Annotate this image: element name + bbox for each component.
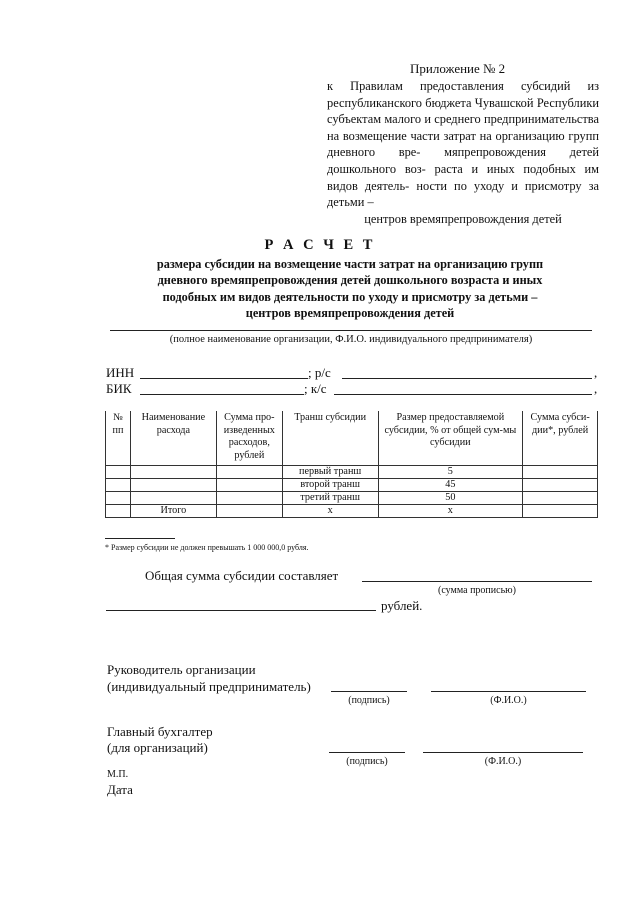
cell-total-label: Итого: [130, 505, 216, 518]
cell-expense-sum[interactable]: [216, 466, 282, 479]
table-row: [106, 492, 598, 505]
ks-label: ; к/с: [304, 381, 327, 396]
accountant-fio-field[interactable]: [423, 752, 583, 753]
document-title: Р А С Ч Е Т: [264, 237, 376, 253]
org-name-line[interactable]: [110, 330, 592, 331]
cell-expense-name[interactable]: [130, 492, 216, 505]
cell-total-expense[interactable]: [216, 505, 282, 518]
rubles-label: рублей.: [381, 598, 423, 613]
org-name-caption: (полное наименование организации, Ф.И.О. индивидуального предпринимателя): [169, 334, 533, 345]
subsidy-table: [105, 411, 598, 518]
cell-tranche: третий транш: [282, 492, 378, 505]
col-header-expense-sum: Сумма про-изведенных расходов, рублей: [216, 411, 282, 466]
head-signature-field[interactable]: [331, 691, 407, 692]
total-amount-field[interactable]: [362, 581, 592, 582]
appendix-text: [327, 78, 599, 227]
total-words-field[interactable]: [106, 610, 376, 611]
accountant-signature-field[interactable]: [329, 752, 405, 753]
cell-expense-sum[interactable]: [216, 492, 282, 505]
col-header-number: № пп: [106, 411, 131, 466]
subtitle-line: размера субсидии на возмещение части затрат на организацию групп: [156, 257, 544, 271]
appendix-line: ности по уходу и присмотру за детьми –: [327, 178, 599, 210]
head-label-sub: (индивидуальный предприниматель): [107, 679, 311, 694]
col-header-expense-name: Наименование расхода: [130, 411, 216, 466]
rs-label: ; р/с: [308, 365, 331, 380]
subtitle-line: подобных им видов деятельности по уходу и присмотру за детьми –: [162, 289, 538, 304]
document-subtitle: [110, 256, 590, 321]
table-row: [106, 466, 598, 479]
bik-label: БИК: [106, 381, 132, 396]
accountant-label-sub: (для организаций): [107, 740, 208, 755]
cell-tranche: первый транш: [282, 466, 378, 479]
total-amount-caption: (сумма прописью): [438, 585, 516, 596]
cell-total-subsidy[interactable]: [523, 505, 598, 518]
inn-field[interactable]: [140, 378, 308, 379]
cell-subsidy-sum[interactable]: [523, 479, 598, 492]
appendix-line: предпринимательства на возмещение части: [327, 112, 599, 143]
cell-percent: 5: [378, 466, 523, 479]
appendix-line: мяпрепровождения детей дошкольного воз-: [327, 145, 599, 176]
stamp-place: М.П.: [107, 769, 129, 780]
ks-field[interactable]: [334, 394, 592, 395]
cell-number: [106, 505, 131, 518]
cell-expense-name[interactable]: [130, 466, 216, 479]
cell-number[interactable]: [106, 479, 131, 492]
cell-tranche: второй транш: [282, 479, 378, 492]
accountant-signature-caption: (подпись): [346, 756, 388, 767]
cell-expense-name[interactable]: [130, 479, 216, 492]
total-label: Общая сумма субсидии составляет: [145, 568, 339, 583]
comma: ,: [594, 381, 598, 396]
bik-field[interactable]: [140, 394, 304, 395]
cell-subsidy-sum[interactable]: [523, 466, 598, 479]
col-header-percent: Размер предоставляемой субсидии, % от общей сум-мы субсидии: [378, 411, 523, 466]
cell-percent: 45: [378, 479, 523, 492]
cell-percent: х: [378, 505, 523, 518]
table-header-row: [106, 411, 598, 466]
appendix-line: раста и иных подобных им видов деятель-: [327, 161, 599, 193]
cell-tranche: х: [282, 505, 378, 518]
cell-number[interactable]: [106, 492, 131, 505]
cell-subsidy-sum[interactable]: [523, 492, 598, 505]
appendix-line: республиканского бюджета Чувашской: [327, 95, 534, 110]
date-label: Дата: [107, 782, 133, 797]
subtitle-line: центров времяпрепровождения детей: [245, 305, 455, 320]
head-fio-field[interactable]: [431, 691, 586, 692]
head-signature-caption: (подпись): [348, 695, 390, 706]
cell-number[interactable]: [106, 466, 131, 479]
appendix-line: к Правилам предоставления субсидий из: [327, 79, 599, 93]
cell-percent: 50: [378, 492, 523, 505]
subtitle-line: дневного времяпрепровождения детей дошкольного возраста и иных: [157, 273, 543, 288]
accountant-label: Главный бухгалтер: [107, 724, 213, 739]
footnote-divider: [105, 538, 175, 539]
col-header-tranche: Транш субсидии: [282, 411, 378, 466]
appendix-line-last: центров времяпрепровождения детей: [364, 211, 562, 226]
cell-expense-sum[interactable]: [216, 479, 282, 492]
inn-label: ИНН: [106, 365, 135, 380]
appendix-line: Республики субъектам малого и среднего: [327, 95, 599, 127]
appendix-title: Приложение № 2: [410, 61, 506, 76]
appendix-line: затрат на организацию групп дневного вре-: [327, 128, 599, 160]
col-header-subsidy-sum: Сумма субси-дии*, рублей: [523, 411, 598, 466]
head-fio-caption: (Ф.И.О.): [490, 695, 527, 706]
accountant-fio-caption: (Ф.И.О.): [484, 756, 522, 767]
rs-field[interactable]: [342, 378, 592, 379]
table-row: [106, 479, 598, 492]
comma: ,: [594, 365, 598, 380]
table-row-total: [106, 505, 598, 518]
footnote: * Размер субсидии не должен превышать 1 000 000,0 рубля.: [105, 543, 309, 552]
head-label: Руководитель организации: [107, 662, 256, 677]
